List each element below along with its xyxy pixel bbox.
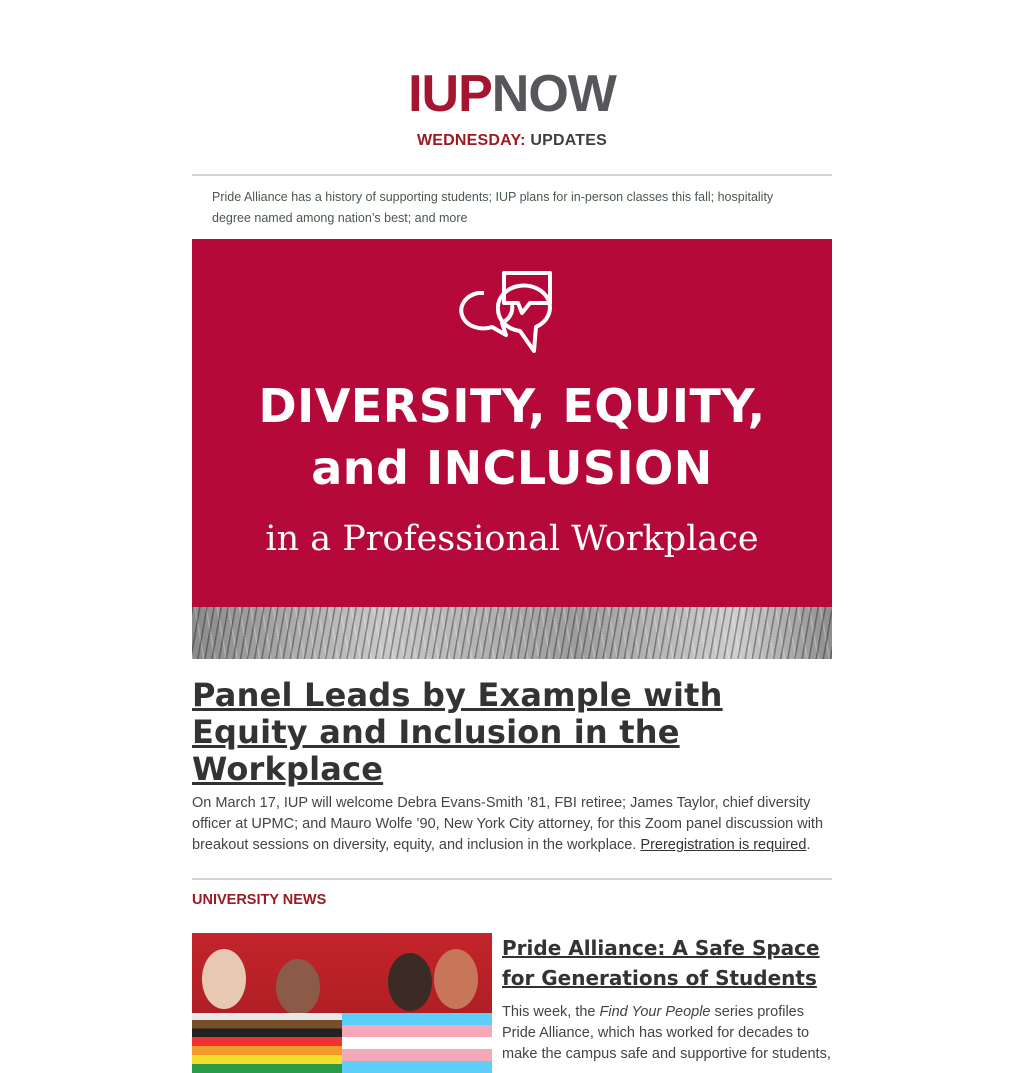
hero-headline-line2: and INCLUSION xyxy=(311,441,713,495)
lead-story-body xyxy=(192,793,832,856)
hero-wood-texture xyxy=(192,607,832,659)
edition-day: WEDNESDAY: xyxy=(417,132,526,149)
email-container xyxy=(192,0,832,1073)
series-name: Find Your People xyxy=(599,1004,711,1020)
transgender-pride-flag xyxy=(342,1013,492,1073)
story-text-end: series profiles Pride Alliance, which has worked for decades to make the campus safe and supportive for students, xyxy=(502,1004,831,1062)
news-item xyxy=(192,933,832,1073)
news-item-text xyxy=(492,933,832,1073)
hero-subheadline: in a Professional Workplace xyxy=(265,519,759,559)
pride-alliance-story-body xyxy=(502,1002,832,1065)
story-text-start: This week, the xyxy=(502,1004,600,1020)
pride-alliance-photo[interactable] xyxy=(192,933,492,1073)
lead-story-period: . xyxy=(806,837,811,853)
lead-story-text: On March 17, IUP will welcome Debra Evans-Smith ’81, FBI retiree; James Taylor, chief diversity officer at UPMC; and Mauro Wolfe ’90, New York City attorney, for this Zoom panel discussion with breakout sessions on diversity, equity, and inclusion in the workplace. xyxy=(192,795,824,853)
person-2 xyxy=(276,959,320,1015)
divider xyxy=(192,878,832,880)
person-4 xyxy=(434,949,478,1009)
preregistration-link[interactable]: Preregistration is required xyxy=(640,837,807,853)
logo-now: NOW xyxy=(491,65,616,123)
preheader-summary: Pride Alliance has a history of supporting students; IUP plans for in-person classes this fall; hospitality degree named among nation’s best; and more xyxy=(212,190,774,225)
iupnow-logo[interactable] xyxy=(192,64,832,124)
section-heading-university-news: UNIVERSITY NEWS xyxy=(192,892,327,908)
hero-headline-line1: DIVERSITY, EQUITY, xyxy=(258,379,766,433)
person-3 xyxy=(388,953,432,1011)
pride-alliance-story-title[interactable]: Pride Alliance: A Safe Space for Generations of Students xyxy=(502,936,820,990)
edition-updates: UPDATES xyxy=(525,132,607,149)
person-1 xyxy=(202,949,246,1009)
hero-banner[interactable] xyxy=(192,239,832,659)
progress-pride-flag xyxy=(192,1013,342,1073)
masthead xyxy=(192,0,832,150)
edition-label xyxy=(192,132,832,150)
lead-story-title[interactable]: Panel Leads by Example with Equity and Inclusion in the Workplace xyxy=(192,676,723,788)
logo-iup: IUP xyxy=(408,65,492,123)
speech-bubbles-icon xyxy=(454,271,570,357)
